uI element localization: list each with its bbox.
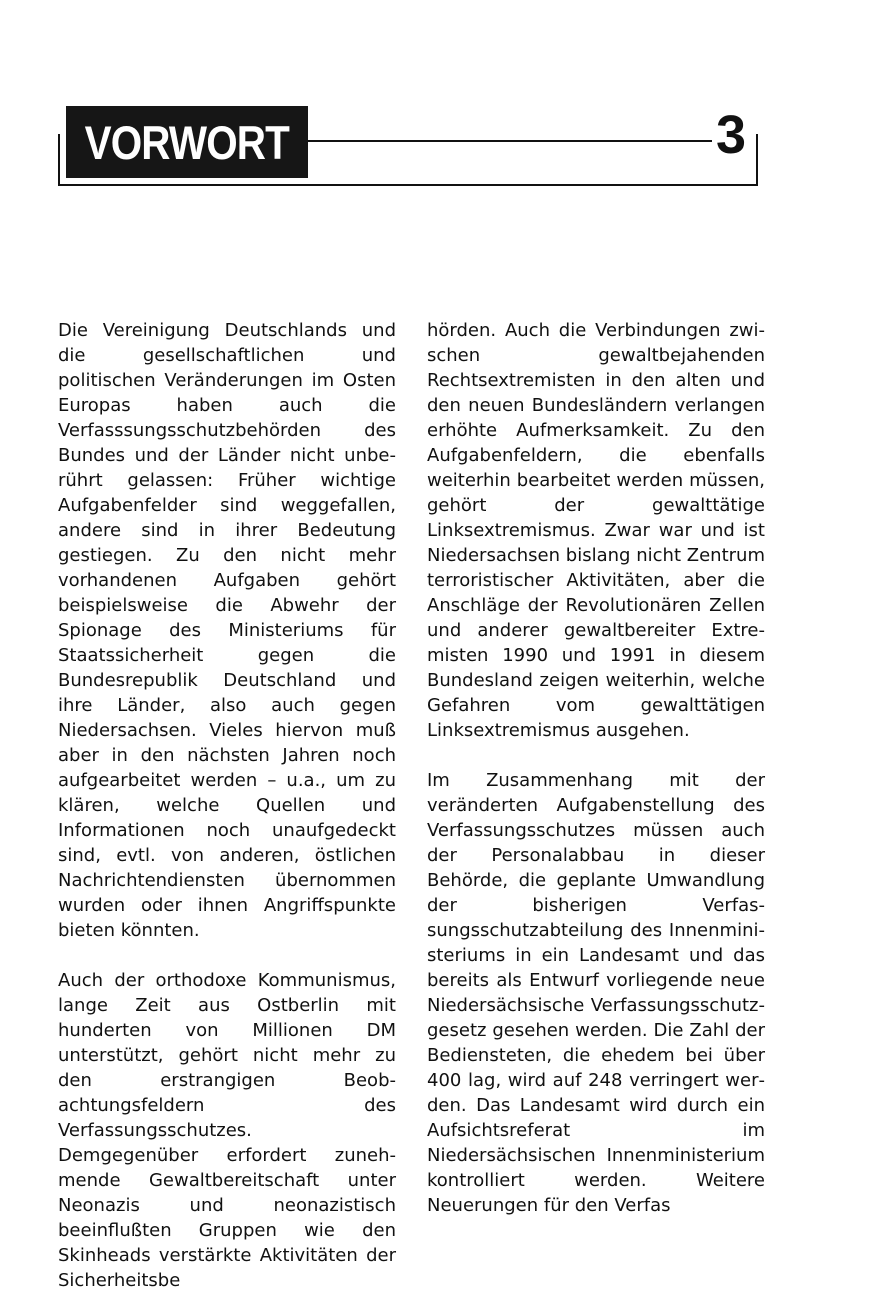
page-header (0, 0, 875, 200)
right-column (427, 318, 765, 1218)
paragraph: Im Zusammenhang mit der veränderten Aufgabenstellung des Verfassungsschutzes müssen auch der Personalabbau in dieser Behörde, die geplante Umwandlung der bisherigen Verfassungsschutzabteilung des Innenministeriums in ein Landesamt und das bereits als Entwurf vorliegende neue Niedersächsische Verfassungsschutzgesetz gesehen werden. Die Zahl der Bediensteten, die ehedem bei über 400 lag, wird auf 248 verringert werden. Das Landesamt wird durch ein Aufsichtsreferat im Niedersächsischen Innenministerium kontrolliert werden. Weitere Neuerungen für den Verfas (427, 770, 765, 1216)
paragraph: Die Vereinigung Deutschlands und die gesellschaftlichen und politischen Veränderungen im Osten Europas haben auch die Verfasssungsschutzbehörden des Bundes und der Länder nicht unberührt gelassen: Früher wichtige Aufgabenfelder sind weggefallen, andere sind in ihrer Bedeutung gestiegen. Zu den nicht mehr vorhandenen Aufgaben gehört beispielsweise die Abwehr der Spionage des Ministeriums für Staatssicherheit gegen die Bundesrepublik Deutschland und ihre Länder, also auch gegen Niedersachsen. Vieles hiervon muß aber in den nächsten Jahren noch aufgearbeitet werden – u.a., um zu klären, welche Quellen und Informationen noch unaufgedeckt sind, evtl. von anderen, östlichen Nachrichtendiensten übernommen wurden oder ihnen Angriffspunkte bieten könnten. (58, 320, 396, 941)
page-title: VORWORT (84, 115, 290, 169)
title-block (66, 106, 308, 178)
left-column (58, 318, 396, 1293)
page-number: 3 (712, 108, 750, 162)
paragraph: hörden. Auch die Verbindungen zwischen gewaltbejahenden Rechtsextremisten in den alten und den neuen Bundesländern verlangen erhöhte Aufmerksamkeit. Zu den Aufgabenfeldern, die ebenfalls weiterhin bearbeitet werden müssen, gehört der gewalttätige Linksextremismus. Zwar war und ist Niedersachsen bislang nicht Zentrum terroristischer Aktivitäten, aber die Anschläge der Revolutionären Zellen und anderer gewaltbereiter Extremisten 1990 und 1991 in diesem Bundesland zeigen weiterhin, welche Gefahren vom gewalttätigen Linksextremismus ausgehen. (427, 320, 765, 741)
header-rule (305, 140, 723, 142)
paragraph: Auch der orthodoxe Kommunismus, lange Zeit aus Ostberlin mit hunderten von Millionen DM unterstützt, gehört nicht mehr zu den erstrangigen Beobachtungsfeldern des Verfassungsschutzes. Demgegenüber erfordert zunehmende Gewaltbereitschaft unter Neonazis und neonazistisch beeinflußten Gruppen wie den Skinheads verstärkte Aktivitäten der Sicherheitsbe (58, 970, 396, 1291)
